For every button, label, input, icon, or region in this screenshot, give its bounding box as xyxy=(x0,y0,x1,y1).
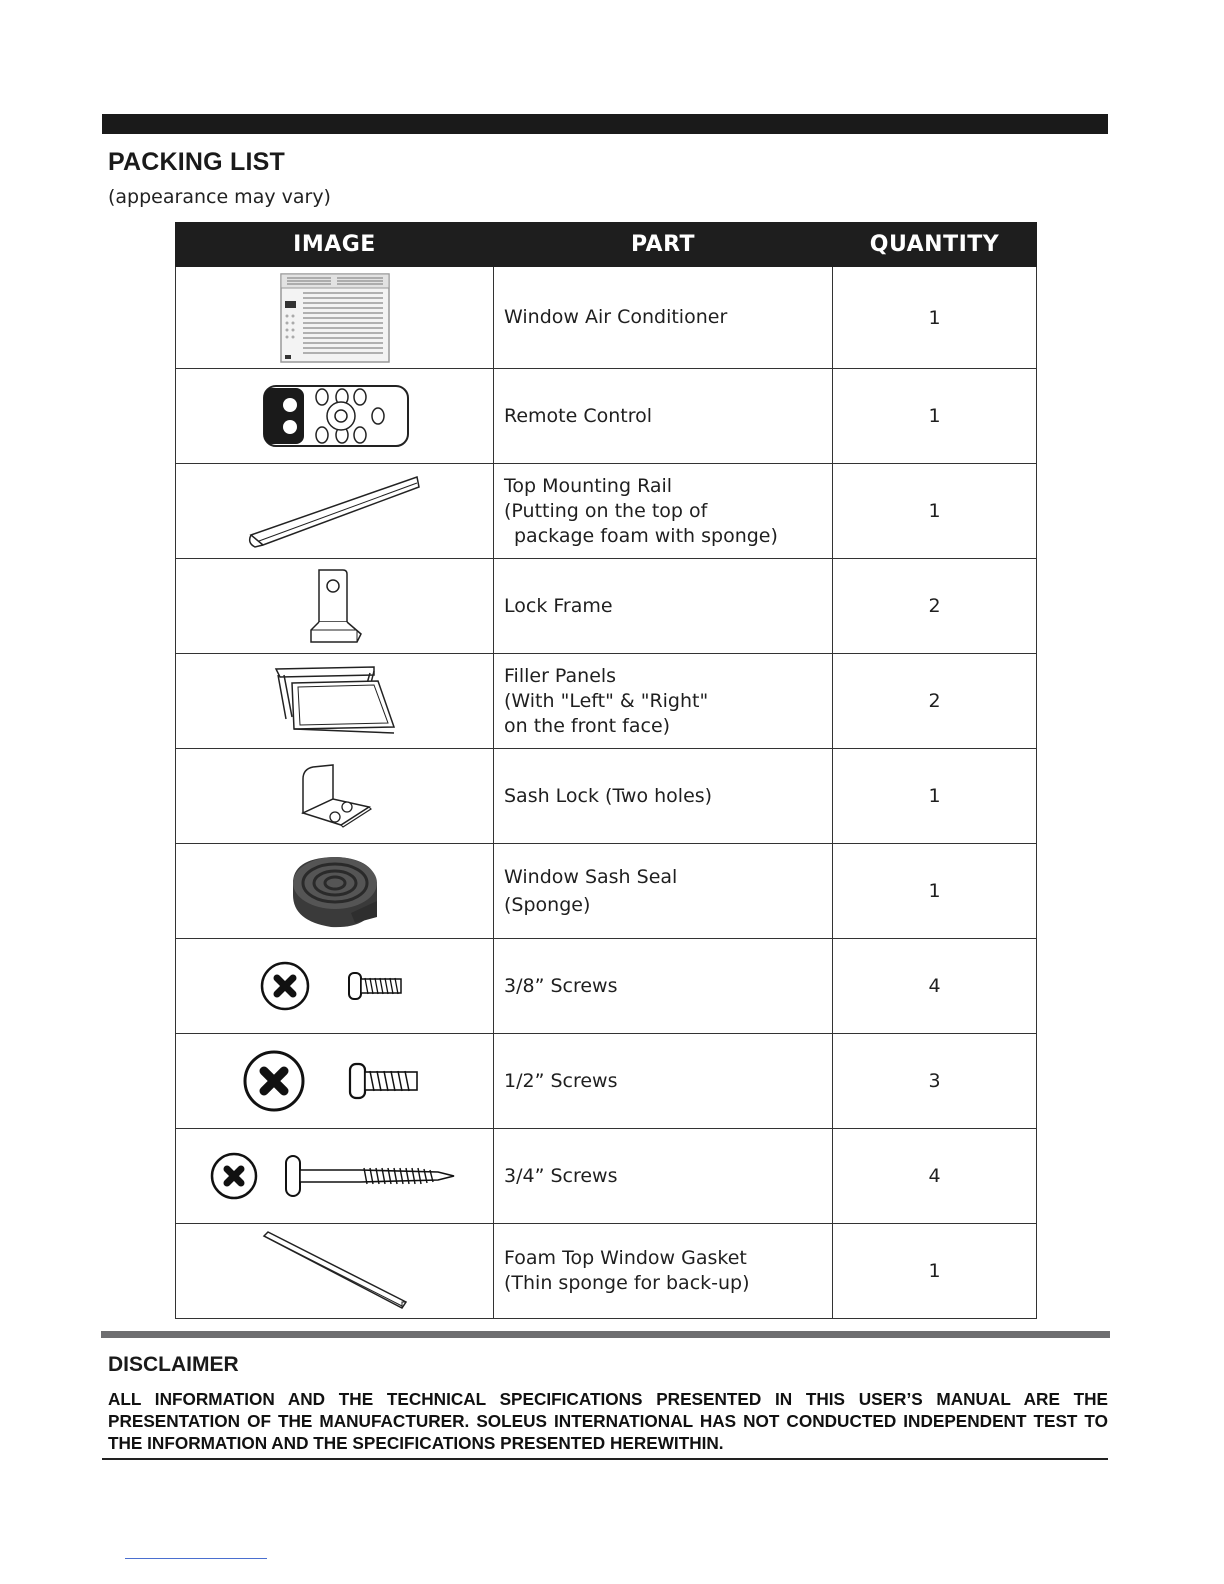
part-name: Window Air Conditioner xyxy=(504,306,728,328)
column-header-image: IMAGE xyxy=(176,223,494,267)
screw-1-2-icon xyxy=(242,1046,428,1116)
part-name: 1/2” Screws xyxy=(504,1069,618,1092)
quantity-cell: 2 xyxy=(833,559,1037,654)
bottom-rule xyxy=(102,1458,1108,1460)
top-mounting-rail-icon xyxy=(245,471,425,551)
part-name: Remote Control xyxy=(504,404,653,427)
disclaimer-text: ALL INFORMATION AND THE TECHNICAL SPECIFICATIONS PRESENTED IN THIS USER’S MANUAL ARE THE PRESENTATION OF THE MANUFACTURER. SOLEUS INTERNATIONAL HAS NOT CONDUCTED INDEPENDENT TEST TO THE INFORMATION AND THE SPECIFICATIONS PRESENTED HEREWITHIN. xyxy=(108,1389,1108,1453)
screw-3-4-icon xyxy=(210,1148,460,1204)
sash-lock-icon xyxy=(293,763,377,829)
window-sash-seal-icon xyxy=(285,851,385,931)
part-cell xyxy=(494,1224,833,1319)
part-cell xyxy=(494,749,833,844)
quantity-cell: 2 xyxy=(833,654,1037,749)
image-cell xyxy=(176,844,494,939)
table-row xyxy=(176,1034,1037,1129)
disclaimer-title: DISCLAIMER xyxy=(108,1353,239,1376)
table-row xyxy=(176,369,1037,464)
image-cell xyxy=(176,1129,494,1224)
table-row xyxy=(176,1224,1037,1319)
packing-list-table xyxy=(175,222,1037,1319)
image-cell xyxy=(176,1034,494,1129)
screw-3-8-icon xyxy=(255,956,415,1016)
image-cell xyxy=(176,369,494,464)
part-cell xyxy=(494,1129,833,1224)
quantity-cell: 1 xyxy=(833,1224,1037,1319)
image-cell xyxy=(176,559,494,654)
quantity-cell: 3 xyxy=(833,1034,1037,1129)
part-note: (Putting on the top of xyxy=(504,499,708,522)
part-cell xyxy=(494,559,833,654)
image-cell xyxy=(176,654,494,749)
part-cell xyxy=(494,464,833,559)
column-header-part: PART xyxy=(494,223,833,267)
quantity-cell: 1 xyxy=(833,369,1037,464)
part-note: (Thin sponge for back-up) xyxy=(504,1272,750,1294)
table-row xyxy=(176,749,1037,844)
part-name: Sash Lock (Two holes) xyxy=(504,784,713,807)
top-header-bar xyxy=(102,114,1108,134)
part-cell xyxy=(494,939,833,1034)
part-name: Lock Frame xyxy=(504,594,613,617)
section-divider xyxy=(101,1331,1110,1338)
part-name: Foam Top Window Gasket xyxy=(504,1247,747,1269)
window-air-conditioner-icon xyxy=(275,271,395,365)
quantity-cell: 1 xyxy=(833,267,1037,369)
quantity-cell: 1 xyxy=(833,464,1037,559)
image-cell xyxy=(176,464,494,559)
part-cell xyxy=(494,1034,833,1129)
quantity-cell: 1 xyxy=(833,844,1037,939)
page-title: PACKING LIST xyxy=(108,148,285,176)
part-name: Filler Panels xyxy=(504,664,617,687)
table-header-row xyxy=(176,223,1037,267)
part-name: 3/8” Screws xyxy=(504,974,618,997)
foam-gasket-icon xyxy=(260,1230,410,1312)
table-row xyxy=(176,939,1037,1034)
quantity-cell: 4 xyxy=(833,939,1037,1034)
part-name: Window Sash Seal xyxy=(504,866,678,888)
image-cell xyxy=(176,267,494,369)
table-row xyxy=(176,464,1037,559)
part-note: on the front face) xyxy=(504,714,671,737)
remote-control-icon xyxy=(260,383,410,449)
part-cell xyxy=(494,844,833,939)
part-note: (Sponge) xyxy=(504,894,591,916)
part-name: 3/4” Screws xyxy=(504,1164,618,1187)
table-row xyxy=(176,559,1037,654)
image-cell xyxy=(176,1224,494,1319)
table-row xyxy=(176,267,1037,369)
part-note: (With "Left" & "Right" xyxy=(504,689,709,712)
lock-frame-icon xyxy=(305,564,365,648)
part-name: Top Mounting Rail xyxy=(504,474,673,497)
quantity-cell: 1 xyxy=(833,749,1037,844)
quantity-cell: 4 xyxy=(833,1129,1037,1224)
image-cell xyxy=(176,939,494,1034)
part-cell xyxy=(494,267,833,369)
footer-rule xyxy=(125,1558,267,1559)
filler-panels-icon xyxy=(270,663,400,739)
part-cell xyxy=(494,654,833,749)
column-header-quantity: QUANTITY xyxy=(833,223,1037,267)
page-subtitle: (appearance may vary) xyxy=(108,186,331,208)
image-cell xyxy=(176,749,494,844)
table-row xyxy=(176,654,1037,749)
table-row xyxy=(176,844,1037,939)
part-cell xyxy=(494,369,833,464)
part-note: package foam with sponge) xyxy=(514,524,778,547)
table-row xyxy=(176,1129,1037,1224)
